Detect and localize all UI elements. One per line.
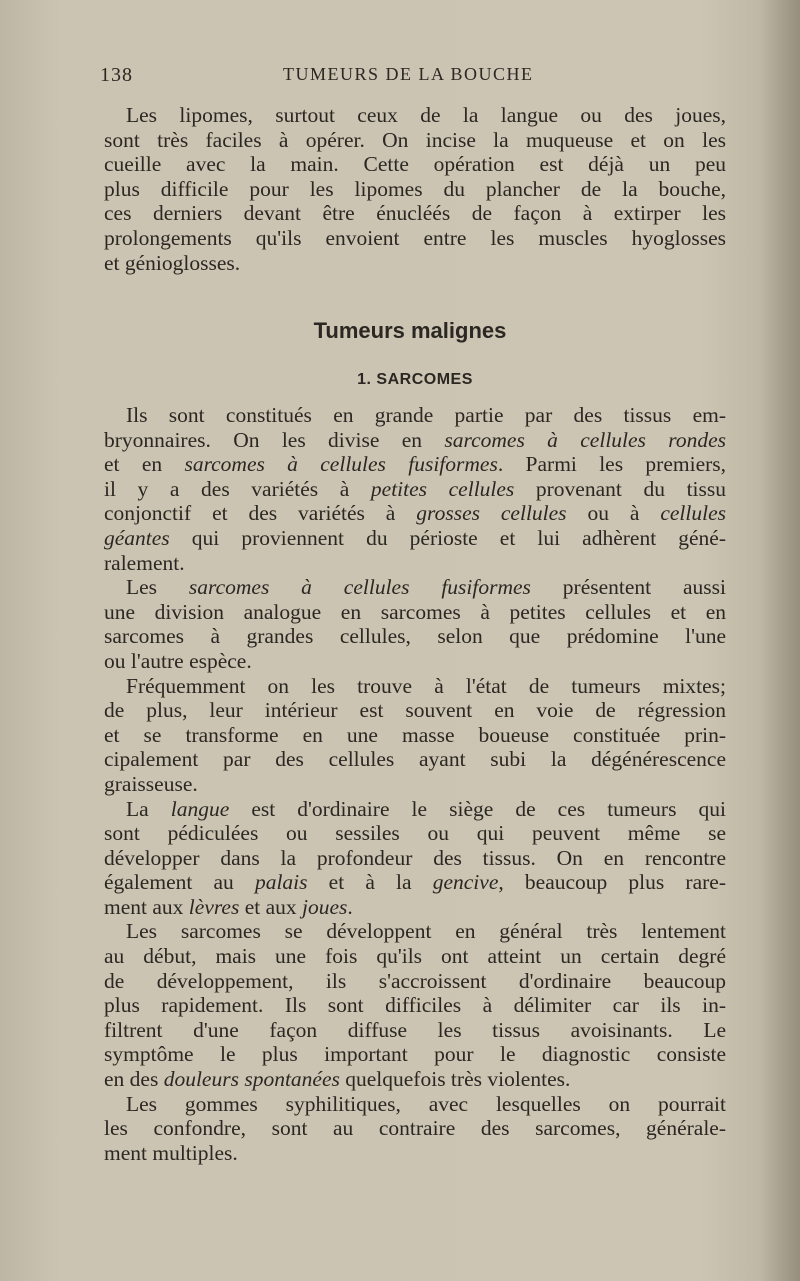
text-line: au début, mais une fois qu'ils ont atteint un certain degré [104,944,726,969]
text-line: symptôme le plus important pour le diagnostic consiste [104,1042,726,1067]
text-line: les confondre, sont au contraire des sarcomes, générale- [104,1116,726,1141]
text-line: sont pédiculées ou sessiles ou qui peuvent même se [104,821,726,846]
page-header [100,64,726,94]
text-line: Fréquemment on les trouve à l'état de tumeurs mixtes; [126,673,726,698]
text-line: une division analogue en sarcomes à petites cellules et en [104,599,726,624]
text-line: graisseuse. [104,771,198,796]
text-line: sarcomes à grandes cellules, selon que prédomine l'une [104,624,726,649]
text-line: de développement, ils s'accroissent d'ordinaire beaucoup [104,968,726,993]
text-line: et en sarcomes à cellules fusiformes. Parmi les premiers, [104,452,727,477]
text-line: également au palais et à la gencive, beaucoup plus rare- [104,870,726,895]
text-line: La langue est d'ordinaire le siège de ces tumeurs qui [126,796,726,821]
text-line: bryonnaires. On les divise en sarcomes à cellules rondes [104,427,726,452]
page-number: 138 [100,64,133,86]
text-line: conjonctif et des variétés à grosses cellules ou à cellules [104,501,726,526]
text-line: Les sarcomes à cellules fusiformes présentent aussi [126,575,726,600]
text-line: développer dans la profondeur des tissus. On en rencontre [104,845,726,870]
text-line: de plus, leur intérieur est souvent en voie de régression [104,698,726,723]
text-line: Les lipomes, surtout ceux de la langue ou des joues, [126,103,726,127]
text-line: prolongements qu'ils envoient entre les muscles hyoglosses [104,225,726,250]
text-line: et se transforme en une masse boueuse constituée prin- [104,722,726,747]
running-title: TUMEURS DE LA BOUCHE [283,64,534,84]
text-line: Les sarcomes se développent en général très lentement [126,919,726,944]
text-line: ment multiples. [104,1140,238,1165]
text-line: il y a des variétés à petites cellules provenant du tissu [104,476,726,501]
text-line: ralement. [104,550,185,575]
text-line: sont très faciles à opérer. On incise la muqueuse et on les [104,127,726,152]
text-line: plus difficile pour les lipomes du plancher de la bouche, [104,176,726,201]
text-line: ment aux lèvres et aux joues. [104,894,353,919]
text-line: en des douleurs spontanées quelquefois très violentes. [104,1067,571,1092]
text-line: Ils sont constitués en grande partie par des tissus em- [126,403,726,427]
section-title: Tumeurs malignes [313,318,507,343]
text-line: Les gommes syphilitiques, avec lesquelles on pourrait [126,1091,726,1116]
text-line: plus rapidement. Ils sont difficiles à délimiter car ils in- [104,993,726,1018]
text-line: ces derniers devant être énucléés de façon à extirper les [104,201,726,226]
intro-paragraph [104,103,726,275]
body-text [104,403,726,1165]
text-line: cueille avec la main. Cette opération est déjà un peu [104,152,726,177]
text-line: cipalement par des cellules ayant subi la dégénérescence [104,747,726,772]
page-edge-shadow [760,0,800,1281]
text-line: filtrent d'une façon diffuse les tissus avoisinants. Le [104,1017,726,1042]
text-line: et génioglosses. [104,250,241,275]
text-line: géantes qui proviennent du périoste et lui adhèrent géné- [104,525,726,550]
text-line: ou l'autre espèce. [104,648,252,673]
subsection-title: 1. SARCOMES [357,371,473,388]
